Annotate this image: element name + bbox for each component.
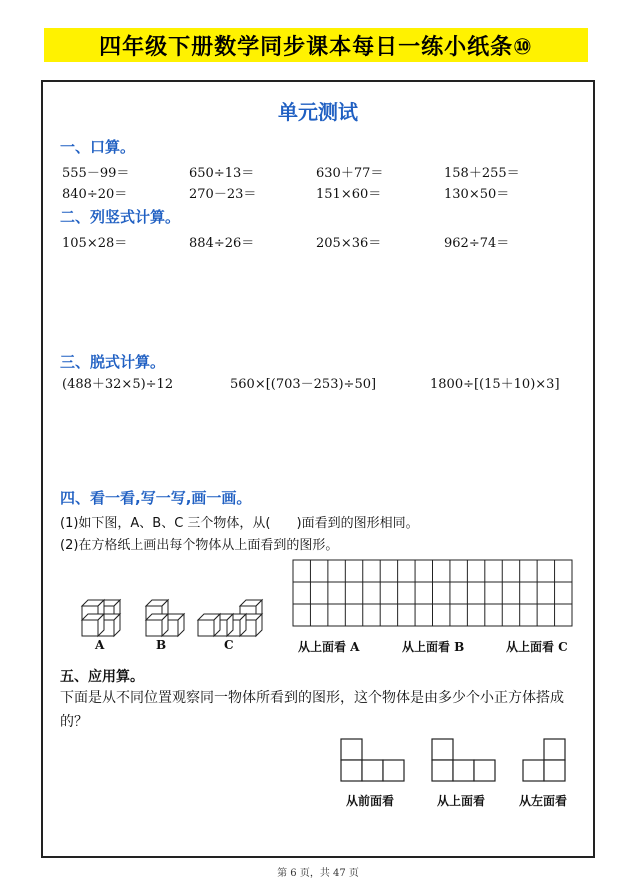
section4-question2: (2)在方格纸上画出每个物体从上面看到的图形。 bbox=[60, 538, 339, 553]
section1-heading: 一、口算。 bbox=[60, 138, 136, 156]
top-view-shape bbox=[432, 739, 495, 781]
grid-label-b: 从上面看 B bbox=[402, 640, 465, 654]
section5-heading: 五、应用算。 bbox=[60, 669, 144, 685]
grid-label-c: 从上面看 C bbox=[506, 640, 568, 654]
views-figure bbox=[330, 736, 590, 784]
banner-title: 四年级下册数学同步课本每日一练小纸条⑩ bbox=[99, 34, 533, 60]
cube-objects-figure bbox=[70, 590, 270, 638]
object-label-a: A bbox=[95, 638, 105, 652]
unit-title: 单元测试 bbox=[278, 100, 358, 124]
oral-problem: 630＋77＝ bbox=[316, 166, 384, 181]
stepwise-problem: 1800÷[(15＋10)×3] bbox=[430, 377, 560, 392]
vertical-problem: 962÷74＝ bbox=[444, 236, 510, 251]
vertical-problem: 105×28＝ bbox=[62, 236, 128, 251]
grid-label-a: 从上面看 A bbox=[298, 640, 360, 654]
stepwise-problem: (488＋32×5)÷12 bbox=[62, 377, 174, 392]
view-label-front: 从前面看 bbox=[346, 794, 395, 808]
oral-problem: 270－23＝ bbox=[189, 187, 257, 202]
oral-problem: 151×60＝ bbox=[316, 187, 382, 202]
page-footer: 第 6 页，共 47 页 bbox=[277, 868, 359, 879]
section5-text: 下面是从不同位置观察同一物体所看到的图形，这个物体是由多少个小正方体搭成的？ bbox=[60, 690, 564, 730]
section2-heading: 二、列竖式计算。 bbox=[60, 208, 181, 226]
title-banner bbox=[44, 28, 588, 62]
left-view-shape bbox=[523, 739, 565, 781]
vertical-problem: 205×36＝ bbox=[316, 236, 382, 251]
object-label-c: C bbox=[224, 638, 234, 652]
oral-problem: 555－99＝ bbox=[62, 166, 130, 181]
view-label-top: 从上面看 bbox=[437, 794, 486, 808]
object-label-b: B bbox=[156, 638, 167, 652]
object-b bbox=[146, 600, 184, 636]
section4-question1: (1)如下图，A、B、C 三个物体，从( )面看到的图形相同。 bbox=[60, 516, 419, 531]
vertical-problem: 884÷26＝ bbox=[189, 236, 255, 251]
oral-problem: 650÷13＝ bbox=[189, 166, 255, 181]
front-view-shape bbox=[341, 739, 404, 781]
drawing-grid[interactable] bbox=[292, 559, 574, 629]
section4-heading: 四、看一看,写一写,画一画。 bbox=[60, 489, 252, 507]
oral-problem: 158＋255＝ bbox=[444, 166, 520, 181]
oral-problem: 130×50＝ bbox=[444, 187, 510, 202]
object-c bbox=[198, 600, 262, 636]
object-a bbox=[82, 600, 120, 636]
oral-problem: 840÷20＝ bbox=[62, 187, 128, 202]
section3-heading: 三、脱式计算。 bbox=[60, 353, 166, 371]
view-label-left: 从左面看 bbox=[519, 794, 568, 808]
stepwise-problem: 560×[(703－253)÷50] bbox=[230, 377, 377, 392]
